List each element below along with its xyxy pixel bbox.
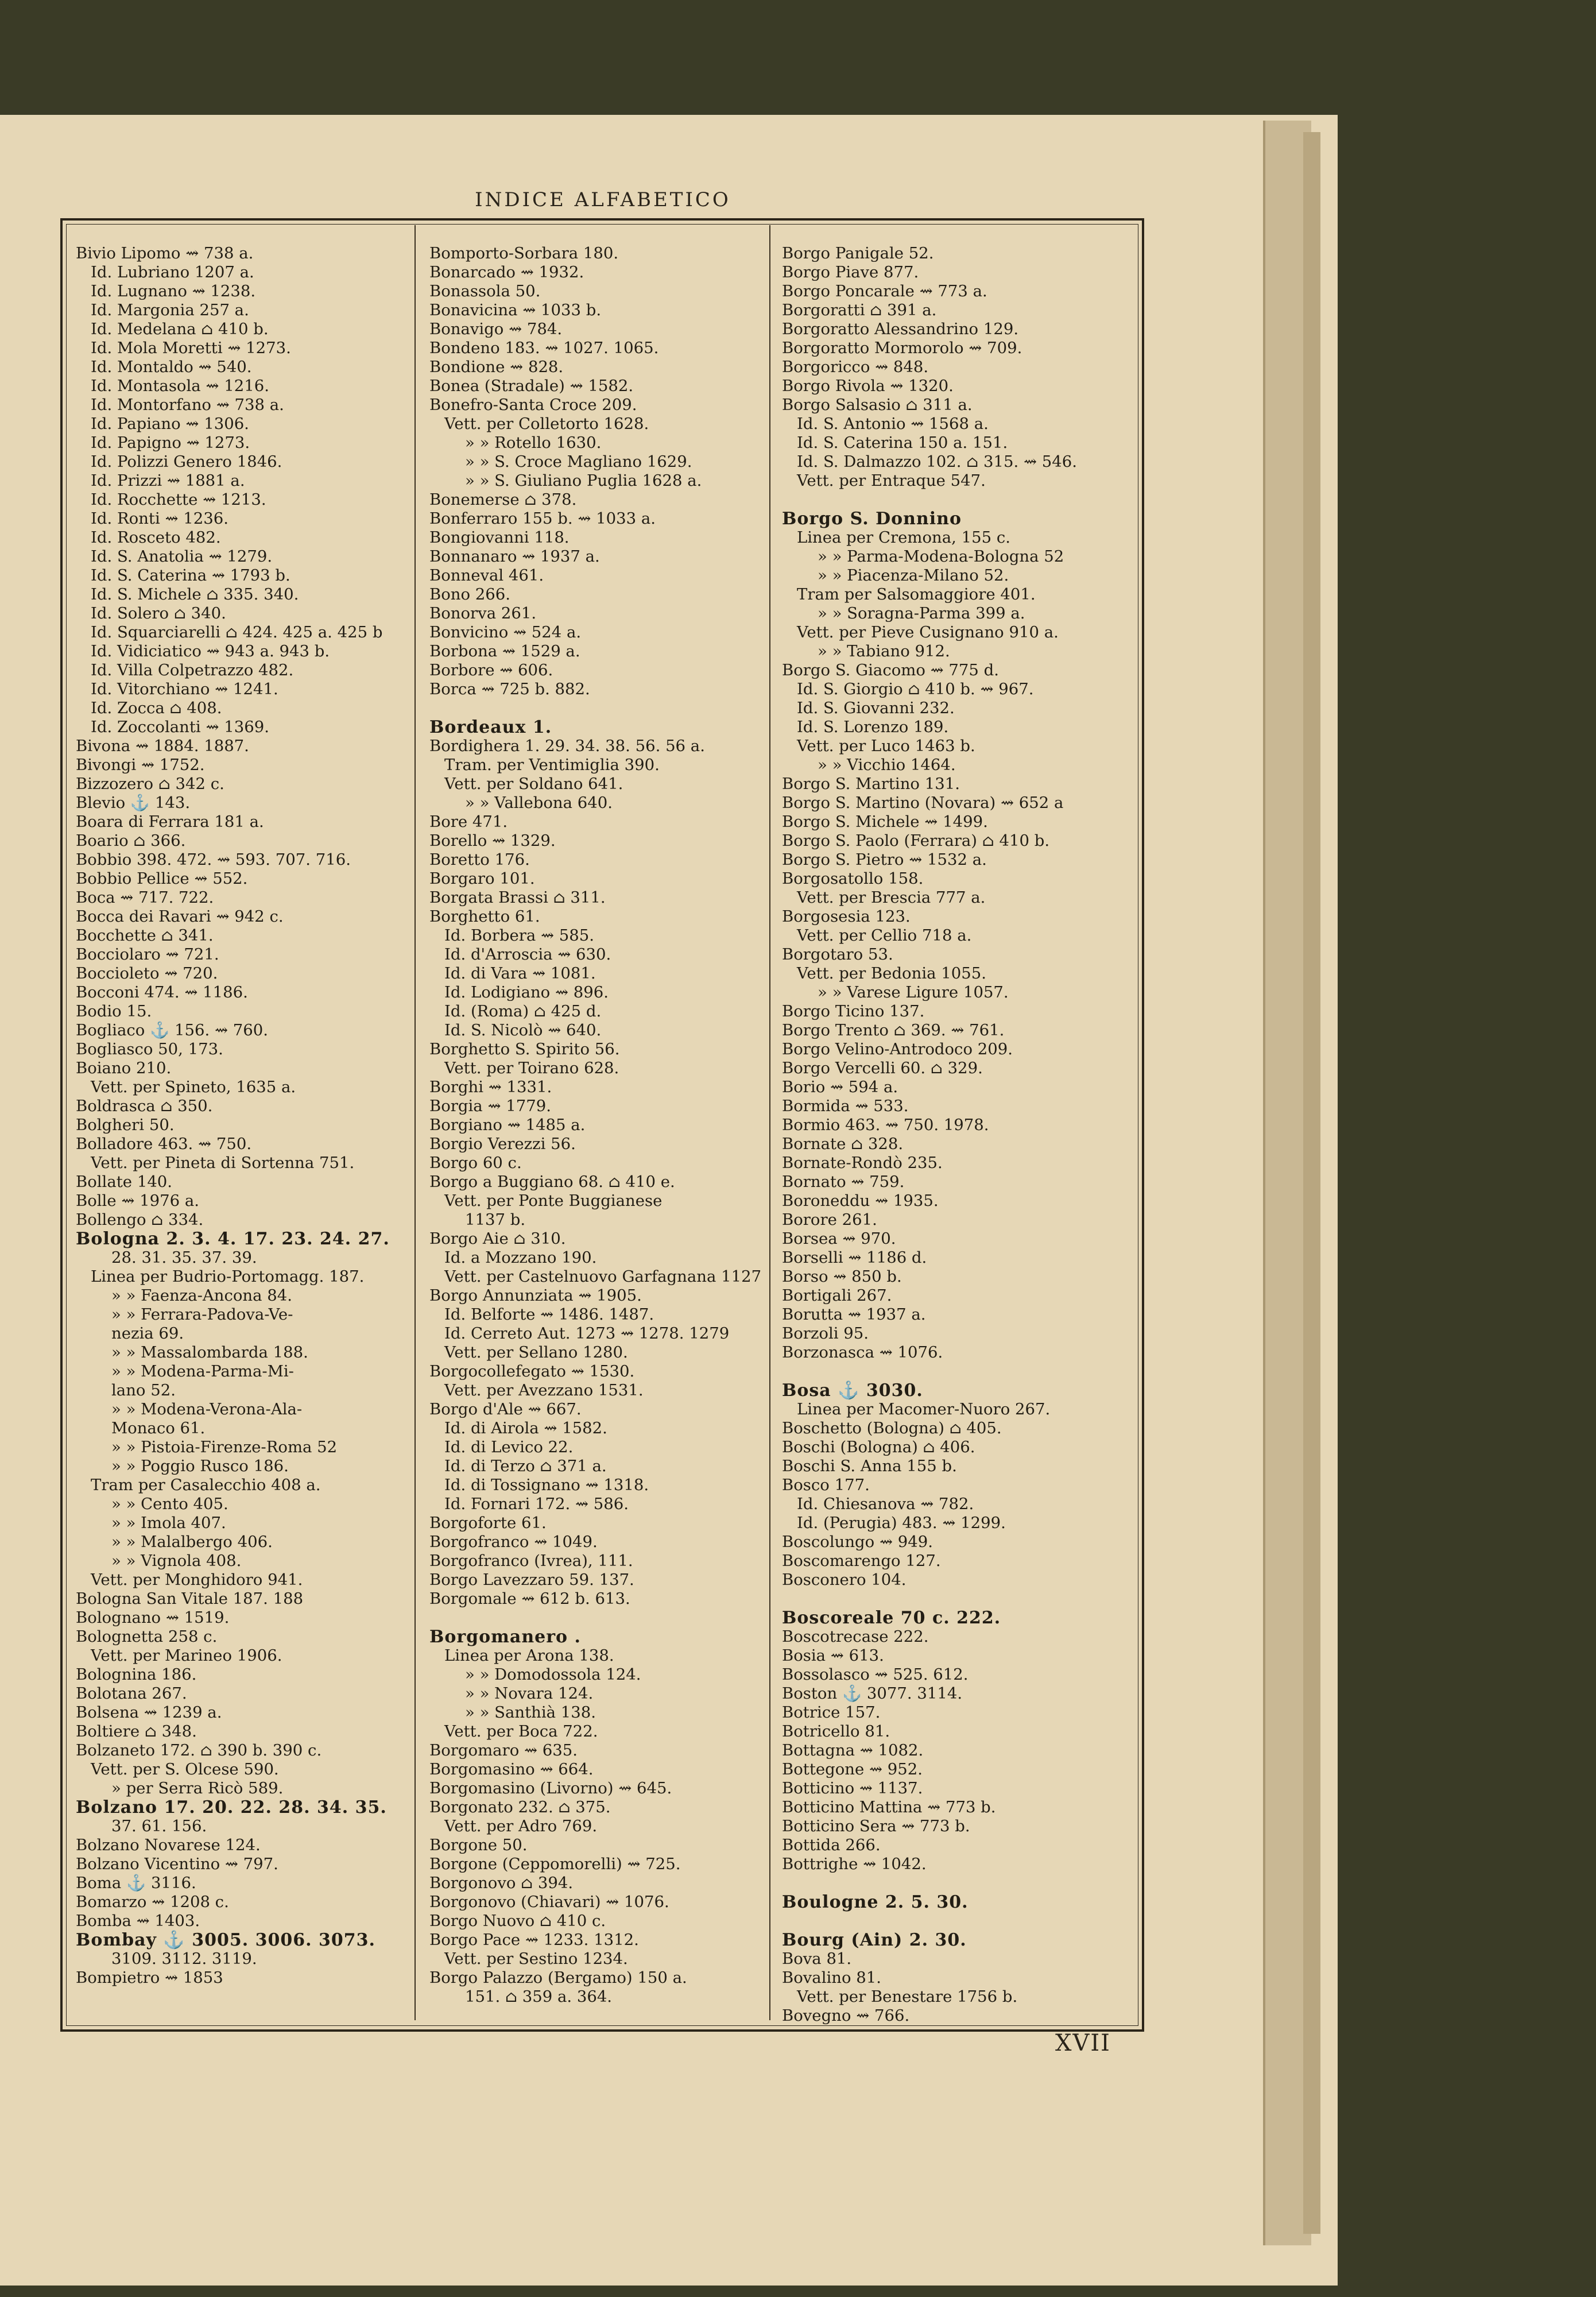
index-entry: Boltiere ⌂ 348. <box>76 1722 197 1741</box>
index-entry: Borgo a Buggiano 68. ⌂ 410 e. <box>429 1173 675 1191</box>
index-entry: Vett. per Benestare 1756 b. <box>797 1987 1018 2006</box>
index-entry: Bolgheri 50. <box>76 1116 175 1134</box>
index-entry: Borgia ⇝ 1779. <box>429 1097 551 1115</box>
index-entry: Id. Fornari 172. ⇝ 586. <box>444 1495 629 1513</box>
index-entry: Id. Montaldo ⇝ 540. <box>91 358 252 376</box>
index-entry: Vett. per Monghidoro 941. <box>91 1571 303 1589</box>
index-entry: Bolladore 463. ⇝ 750. <box>76 1135 252 1153</box>
index-entry: Borghi ⇝ 1331. <box>429 1078 552 1096</box>
index-entry: Boschi S. Anna 155 b. <box>782 1457 957 1475</box>
index-entry: » » Pistoia-Firenze-Roma 52 <box>111 1438 338 1456</box>
index-entry: Id. a Mozzano 190. <box>444 1248 597 1267</box>
index-entry: Id. Prizzi ⇝ 1881 a. <box>91 471 245 490</box>
page-header: INDICE ALFABETICO <box>475 188 731 211</box>
index-entry: Bogliasco 50, 173. <box>76 1040 223 1058</box>
index-entry: Vett. per Luco 1463 b. <box>797 737 975 755</box>
index-column-1 <box>76 244 415 1987</box>
index-entry: Borzoli 95. <box>782 1324 869 1343</box>
index-entry: » » Vicchio 1464. <box>818 756 956 774</box>
index-entry: Borgo Palazzo (Bergamo) 150 a. <box>429 1969 687 1987</box>
index-entry: Borgo S. Giacomo ⇝ 775 d. <box>782 661 1000 679</box>
index-entry: Bologna San Vitale 187. 188 <box>76 1590 304 1608</box>
index-entry <box>782 1912 1121 1931</box>
column-divider <box>415 225 416 2020</box>
index-entry: Id. Medelana ⌂ 410 b. <box>91 320 269 338</box>
index-entry: Boschetto (Bologna) ⌂ 405. <box>782 1419 1002 1437</box>
index-entry: Id. Zoccolanti ⇝ 1369. <box>91 718 269 736</box>
index-entry: Borgo Lavezzaro 59. 137. <box>429 1571 634 1589</box>
index-entry: Borzonasca ⇝ 1076. <box>782 1343 943 1362</box>
index-entry: Bivona ⇝ 1884. 1887. <box>76 737 249 755</box>
index-entry: Borgonato 232. ⌂ 375. <box>429 1798 611 1816</box>
index-entry: Bonefro-Santa Croce 209. <box>429 396 637 414</box>
index-entry: Borgomaro ⇝ 635. <box>429 1741 578 1760</box>
index-entry: Bocconi 474. ⇝ 1186. <box>76 983 248 1001</box>
index-entry: Id. Margonia 257 a. <box>91 301 249 319</box>
index-entry: Borgone (Ceppomorelli) ⇝ 725. <box>429 1855 681 1873</box>
index-entry: Id. S. Giorgio ⌂ 410 b. ⇝ 967. <box>797 680 1034 698</box>
index-entry: Vett. per Adro 769. <box>444 1817 598 1835</box>
index-entry: Vett. per Ponte Buggianese <box>444 1192 663 1210</box>
index-entry: Borgo Vercelli 60. ⌂ 329. <box>782 1059 983 1077</box>
index-entry: Borgomasino (Livorno) ⇝ 645. <box>429 1779 672 1797</box>
column-divider <box>769 225 770 2020</box>
index-entry: Boscotrecase 222. <box>782 1627 929 1646</box>
index-entry: Borgo Velino-Antrodoco 209. <box>782 1040 1013 1058</box>
index-entry: Vett. per Entraque 547. <box>797 471 986 490</box>
index-entry: Borgofranco ⇝ 1049. <box>429 1533 598 1551</box>
index-entry: Tram per Salsomaggiore 401. <box>797 585 1036 604</box>
index-entry: » » Imola 407. <box>111 1514 226 1532</box>
index-entry: Bottagna ⇝ 1082. <box>782 1741 924 1760</box>
index-entry: Bourg (Ain) 2. 30. <box>782 1930 967 1950</box>
index-entry: Vett. per Sellano 1280. <box>444 1343 628 1362</box>
index-entry: 3109. 3112. 3119. <box>111 1950 257 1968</box>
index-entry: Id. Vitorchiano ⇝ 1241. <box>91 680 278 698</box>
index-entry: Bivio Lipomo ⇝ 738 a. <box>76 244 254 262</box>
index-entry: Bonnanaro ⇝ 1937 a. <box>429 547 600 566</box>
index-entry: Bongiovanni 118. <box>429 528 570 547</box>
index-entry: Borgio Verezzi 56. <box>429 1135 576 1153</box>
index-entry: Boulogne 2. 5. 30. <box>782 1892 969 1912</box>
index-entry: Bombay ⚓ 3005. 3006. 3073. <box>76 1930 375 1950</box>
index-entry: Vett. per Avezzano 1531. <box>444 1381 644 1399</box>
index-entry: Borgo S. Paolo (Ferrara) ⌂ 410 b. <box>782 832 1050 850</box>
index-entry: Borore 261. <box>782 1211 877 1229</box>
index-entry: » » Piacenza-Milano 52. <box>818 566 1009 585</box>
index-entry: Bonea (Stradale) ⇝ 1582. <box>429 377 634 395</box>
index-entry: Id. di Airola ⇝ 1582. <box>444 1419 607 1437</box>
index-entry: Boiano 210. <box>76 1059 172 1077</box>
index-entry: Borso ⇝ 850 b. <box>782 1267 902 1286</box>
index-entry: Bovalino 81. <box>782 1969 882 1987</box>
index-entry: Bonarcado ⇝ 1932. <box>429 263 584 281</box>
index-entry <box>782 1590 1121 1608</box>
index-entry: Id. Chiesanova ⇝ 782. <box>797 1495 974 1513</box>
index-entry: Borgomanero . <box>429 1627 581 1647</box>
index-entry: Bollate 140. <box>76 1173 173 1191</box>
index-entry: Id. Rocchette ⇝ 1213. <box>91 490 266 509</box>
index-entry: Bomporto-Sorbara 180. <box>429 244 619 262</box>
index-entry: Borgofranco (Ivrea), 111. <box>429 1552 633 1570</box>
index-entry: Bobbio 398. 472. ⇝ 593. 707. 716. <box>76 850 351 869</box>
index-entry: Borgoforte 61. <box>429 1514 547 1532</box>
index-entry: Vett. per Boca 722. <box>444 1722 598 1741</box>
index-entry: Id. Belforte ⇝ 1486. 1487. <box>444 1305 654 1324</box>
index-entry: Boschi (Bologna) ⌂ 406. <box>782 1438 975 1456</box>
index-entry: Bonvicino ⇝ 524 a. <box>429 623 582 641</box>
index-entry: Id. Lugnano ⇝ 1238. <box>91 282 256 300</box>
index-entry: Id. S. Nicolò ⇝ 640. <box>444 1021 602 1039</box>
index-entry: Boldrasca ⌂ 350. <box>76 1097 213 1115</box>
index-entry: Borutta ⇝ 1937 a. <box>782 1305 926 1324</box>
index-entry: Id. Montorfano ⇝ 738 a. <box>91 396 284 414</box>
index-entry: Borbona ⇝ 1529 a. <box>429 642 580 660</box>
index-entry: » » Modena-Parma-Mi- <box>111 1362 294 1380</box>
index-entry: Bonneval 461. <box>429 566 544 585</box>
index-entry: Borgotaro 53. <box>782 945 893 964</box>
index-entry: Vett. per Bedonia 1055. <box>797 964 986 983</box>
index-entry: Bondione ⇝ 828. <box>429 358 564 376</box>
index-entry: » » Domodossola 124. <box>465 1665 641 1684</box>
index-entry: Borgoratti ⌂ 391 a. <box>782 301 937 319</box>
index-entry: Vett. per Cellio 718 a. <box>797 926 972 945</box>
index-entry: Bosa ⚓ 3030. <box>782 1380 923 1401</box>
index-entry: Id. S. Michele ⌂ 335. 340. <box>91 585 299 604</box>
index-entry: Borgo d'Ale ⇝ 667. <box>429 1400 582 1418</box>
page-number: XVII <box>1055 2030 1111 2056</box>
index-entry: Id. S. Lorenzo 189. <box>797 718 949 736</box>
index-entry: Id. di Levico 22. <box>444 1438 574 1456</box>
index-entry: Bossolasco ⇝ 525. 612. <box>782 1665 969 1684</box>
index-entry: 1137 b. <box>465 1211 526 1229</box>
index-entry: Bottida 266. <box>782 1836 881 1854</box>
index-entry: Id. di Terzo ⌂ 371 a. <box>444 1457 607 1475</box>
index-entry: Id. Polizzi Genero 1846. <box>91 453 282 471</box>
index-entry: Id. (Perugia) 483. ⇝ 1299. <box>797 1514 1006 1532</box>
index-entry: Bompietro ⇝ 1853 <box>76 1969 223 1987</box>
index-entry: Bonorva 261. <box>429 604 537 622</box>
index-entry: Id. Vidiciatico ⇝ 943 a. 943 b. <box>91 642 330 660</box>
index-entry: Borgo S. Donnino <box>782 509 962 529</box>
index-column-3 <box>782 244 1121 2025</box>
index-entry <box>782 490 1121 509</box>
index-entry: Id. S. Caterina 150 a. 151. <box>797 434 1008 452</box>
index-entry: Borselli ⇝ 1186 d. <box>782 1248 927 1267</box>
index-entry: Vett. per Marineo 1906. <box>91 1646 282 1665</box>
index-entry <box>429 699 768 718</box>
index-entry: Bolzano Vicentino ⇝ 797. <box>76 1855 278 1873</box>
index-entry: Id. Papigno ⇝ 1273. <box>91 434 250 452</box>
index-entry: Bolognina 186. <box>76 1665 197 1684</box>
index-entry: Bolzaneto 172. ⌂ 390 b. 390 c. <box>76 1741 322 1760</box>
index-entry: » » Vallebona 640. <box>465 794 613 812</box>
index-entry: Borgo Panigale 52. <box>782 244 934 262</box>
index-entry: Borgoratto Mormorolo ⇝ 709. <box>782 339 1022 357</box>
index-entry: » » Rotello 1630. <box>465 434 602 452</box>
index-entry: Bornate ⌂ 328. <box>782 1135 904 1153</box>
index-entry: Vett. per S. Olcese 590. <box>91 1760 279 1778</box>
index-entry: Borbore ⇝ 606. <box>429 661 553 679</box>
index-entry: Borgocollefegato ⇝ 1530. <box>429 1362 635 1380</box>
index-entry: Borgo Aie ⌂ 310. <box>429 1229 566 1248</box>
index-entry: Vett. per Brescia 777 a. <box>797 888 986 907</box>
index-entry: Id. Solero ⌂ 340. <box>91 604 226 622</box>
index-entry: Borio ⇝ 594 a. <box>782 1078 898 1096</box>
index-entry <box>429 1608 768 1627</box>
index-entry: Borgo Piave 877. <box>782 263 919 281</box>
index-entry: » » Poggio Rusco 186. <box>111 1457 289 1475</box>
index-entry: Bonavigo ⇝ 784. <box>429 320 563 338</box>
index-entry: Tram per Casalecchio 408 a. <box>91 1476 321 1494</box>
index-entry: Bottrighe ⇝ 1042. <box>782 1855 927 1873</box>
index-entry: Id. Lubriano 1207 a. <box>91 263 254 281</box>
index-entry: Bornato ⇝ 759. <box>782 1173 905 1191</box>
index-entry: Id. Ronti ⇝ 1236. <box>91 509 229 528</box>
index-entry: Bono 266. <box>429 585 511 604</box>
index-entry: Borgo Salsasio ⌂ 311 a. <box>782 396 973 414</box>
index-entry: Boscomarengo 127. <box>782 1552 941 1570</box>
index-entry: » » Massalombarda 188. <box>111 1343 308 1362</box>
index-entry: » » Vignola 408. <box>111 1552 242 1570</box>
index-entry: Id. (Roma) ⌂ 425 d. <box>444 1002 602 1020</box>
index-entry: Linea per Macomer-Nuoro 267. <box>797 1400 1051 1418</box>
index-entry: Bogliaco ⚓ 156. ⇝ 760. <box>76 1021 269 1039</box>
index-entry: » » Cento 405. <box>111 1495 228 1513</box>
index-entry: Borgoricco ⇝ 848. <box>782 358 929 376</box>
index-entry: Borgosesia 123. <box>782 907 911 926</box>
index-entry: Bottegone ⇝ 952. <box>782 1760 923 1778</box>
index-entry: » per Serra Ricò 589. <box>111 1779 284 1797</box>
index-column-2 <box>429 244 768 2006</box>
index-entry: lano 52. <box>111 1381 176 1399</box>
index-entry <box>782 1874 1121 1893</box>
index-entry: Bosconero 104. <box>782 1571 907 1589</box>
index-entry: Id. Cerreto Aut. 1273 ⇝ 1278. 1279 <box>444 1324 730 1343</box>
index-entry: Borghetto 61. <box>429 907 540 926</box>
index-entry: Vett. per Soldano 641. <box>444 775 623 793</box>
index-entry: Bornate-Rondò 235. <box>782 1154 943 1172</box>
index-entry: » » Tabiano 912. <box>818 642 950 660</box>
index-entry: Botrice 157. <box>782 1703 881 1722</box>
index-entry: Borello ⇝ 1329. <box>429 832 556 850</box>
index-entry: Id. d'Arroscia ⇝ 630. <box>444 945 611 964</box>
index-entry: » » Santhià 138. <box>465 1703 596 1722</box>
index-entry: Bormio 463. ⇝ 750. 1978. <box>782 1116 989 1134</box>
index-entry: Borgonovo ⌂ 394. <box>429 1874 574 1892</box>
index-entry: Bormida ⇝ 533. <box>782 1097 909 1115</box>
index-entry: Id. Papiano ⇝ 1306. <box>91 415 249 433</box>
index-entry: Bologna 2. 3. 4. 17. 23. 24. 27. <box>76 1229 390 1249</box>
index-entry: Borgone 50. <box>429 1836 528 1854</box>
index-entry: Boario ⌂ 366. <box>76 832 186 850</box>
index-entry: Bonassola 50. <box>429 282 541 300</box>
index-entry: Bocciolaro ⇝ 721. <box>76 945 219 964</box>
index-entry: Borgo Annunziata ⇝ 1905. <box>429 1286 642 1305</box>
index-entry: Monaco 61. <box>111 1419 206 1437</box>
index-entry: Bonavicina ⇝ 1033 b. <box>429 301 602 319</box>
index-entry: Vett. per Sestino 1234. <box>444 1950 628 1968</box>
index-entry: Bolotana 267. <box>76 1684 187 1703</box>
index-entry: Bobbio Pellice ⇝ 552. <box>76 869 248 888</box>
index-entry: Borghetto S. Spirito 56. <box>429 1040 620 1058</box>
index-entry: Id. Squarciarelli ⌂ 424. 425 a. 425 b <box>91 623 383 641</box>
index-entry: Tram. per Ventimiglia 390. <box>444 756 660 774</box>
index-entry: Borgo Poncarale ⇝ 773 a. <box>782 282 987 300</box>
index-entry: Vett. per Pieve Cusignano 910 a. <box>797 623 1059 641</box>
index-entry: Vett. per Colletorto 1628. <box>444 415 649 433</box>
index-entry: Borgo 60 c. <box>429 1154 522 1172</box>
index-entry: » » Novara 124. <box>465 1684 594 1703</box>
index-entry: Botticino Sera ⇝ 773 b. <box>782 1817 970 1835</box>
index-entry: Bolognano ⇝ 1519. <box>76 1608 230 1627</box>
index-entry: Id. Rosceto 482. <box>91 528 221 547</box>
index-entry: » » Ferrara-Padova-Ve- <box>111 1305 293 1324</box>
index-entry: Bomba ⇝ 1403. <box>76 1912 200 1930</box>
index-entry: Boca ⇝ 717. 722. <box>76 888 214 907</box>
index-entry: Id. Lodigiano ⇝ 896. <box>444 983 609 1001</box>
index-entry: Id. S. Giovanni 232. <box>797 699 955 717</box>
index-entry: Bovegno ⇝ 766. <box>782 2006 910 2025</box>
index-entry: 151. ⌂ 359 a. 364. <box>465 1987 613 2006</box>
index-entry: Boscolungo ⇝ 949. <box>782 1533 933 1551</box>
index-entry: Bova 81. <box>782 1950 852 1968</box>
index-entry: Borsea ⇝ 970. <box>782 1229 896 1248</box>
index-entry: Id. Borbera ⇝ 585. <box>444 926 595 945</box>
index-entry: Linea per Arona 138. <box>444 1646 614 1665</box>
index-entry: Boston ⚓ 3077. 3114. <box>782 1684 963 1703</box>
index-entry: Borgosatollo 158. <box>782 869 924 888</box>
index-entry: » » Parma-Modena-Bologna 52 <box>818 547 1064 566</box>
index-entry: Bosco 177. <box>782 1476 870 1494</box>
index-entry: Id. S. Anatolia ⇝ 1279. <box>91 547 273 566</box>
index-entry: 28. 31. 35. 37. 39. <box>111 1248 257 1267</box>
index-entry: Bonemerse ⌂ 378. <box>429 490 577 509</box>
index-entry: Borgo Nuovo ⌂ 410 c. <box>429 1912 606 1930</box>
index-entry: Borgo Pace ⇝ 1233. 1312. <box>429 1931 639 1949</box>
index-entry: Id. S. Caterina ⇝ 1793 b. <box>91 566 290 585</box>
index-entry: Borgo S. Martino (Novara) ⇝ 652 a <box>782 794 1064 812</box>
index-entry: » » Malalbergo 406. <box>111 1533 273 1551</box>
index-entry: Bollengo ⌂ 334. <box>76 1211 204 1229</box>
index-entry: Bonferraro 155 b. ⇝ 1033 a. <box>429 509 656 528</box>
index-entry: Id. Montasola ⇝ 1216. <box>91 377 269 395</box>
index-entry: Id. Mola Moretti ⇝ 1273. <box>91 339 291 357</box>
index-entry: Linea per Budrio-Portomagg. 187. <box>91 1267 365 1286</box>
index-entry: Id. S. Antonio ⇝ 1568 a. <box>797 415 989 433</box>
index-entry: Bolzano 17. 20. 22. 28. 34. 35. <box>76 1797 387 1818</box>
index-entry: Id. S. Dalmazzo 102. ⌂ 315. ⇝ 546. <box>797 453 1077 471</box>
index-entry: Borgomale ⇝ 612 b. 613. <box>429 1590 630 1608</box>
index-entry: » » S. Giuliano Puglia 1628 a. <box>465 471 702 490</box>
index-entry: Bolzano Novarese 124. <box>76 1836 261 1854</box>
index-entry: Linea per Cremona, 155 c. <box>797 528 1011 547</box>
index-entry: Id. di Vara ⇝ 1081. <box>444 964 596 983</box>
index-entry: Id. Zocca ⌂ 408. <box>91 699 222 717</box>
index-entry: Borgata Brassi ⌂ 311. <box>429 888 606 907</box>
index-entry <box>782 1362 1121 1381</box>
index-entry: Botticino ⇝ 1137. <box>782 1779 923 1797</box>
index-entry: Boma ⚓ 3116. <box>76 1874 196 1892</box>
index-entry: Bocca dei Ravari ⇝ 942 c. <box>76 907 284 926</box>
index-entry: Boretto 176. <box>429 850 530 869</box>
index-entry: Id. Villa Colpetrazzo 482. <box>91 661 294 679</box>
index-entry: Blevio ⚓ 143. <box>76 794 191 812</box>
index-entry: Bordeaux 1. <box>429 717 552 737</box>
index-entry: Bolsena ⇝ 1239 a. <box>76 1703 222 1722</box>
index-entry: Bolognetta 258 c. <box>76 1627 218 1646</box>
index-entry: Bivongi ⇝ 1752. <box>76 756 205 774</box>
index-entry: Borgo Trento ⌂ 369. ⇝ 761. <box>782 1021 1005 1039</box>
index-entry: Id. di Tossignano ⇝ 1318. <box>444 1476 649 1494</box>
index-entry: Borgo S. Martino 131. <box>782 775 960 793</box>
page-edge-shadow <box>1303 132 1320 2234</box>
index-entry: Boscoreale 70 c. 222. <box>782 1608 1001 1628</box>
index-entry: Borgiano ⇝ 1485 a. <box>429 1116 586 1134</box>
index-entry: Vett. per Castelnuovo Garfagnana 1127 <box>444 1267 762 1286</box>
index-entry: Borgomasino ⇝ 664. <box>429 1760 594 1778</box>
index-entry: nezia 69. <box>111 1324 184 1343</box>
index-entry: Borgonovo (Chiavari) ⇝ 1076. <box>429 1893 669 1911</box>
index-entry: Borgoratto Alessandrino 129. <box>782 320 1019 338</box>
index-entry: Botticino Mattina ⇝ 773 b. <box>782 1798 996 1816</box>
index-entry: Borgo Ticino 137. <box>782 1002 925 1020</box>
index-entry: Borgaro 101. <box>429 869 535 888</box>
index-entry: » » Varese Ligure 1057. <box>818 983 1009 1001</box>
index-entry: 37. 61. 156. <box>111 1817 207 1835</box>
index-entry: Bore 471. <box>429 813 508 831</box>
index-entry: » » Faenza-Ancona 84. <box>111 1286 293 1305</box>
index-entry: Borca ⇝ 725 b. 882. <box>429 680 590 698</box>
index-entry: Vett. per Pineta di Sortenna 751. <box>91 1154 355 1172</box>
index-entry: Boccioleto ⇝ 720. <box>76 964 218 983</box>
index-entry: » » Modena-Verona-Ala- <box>111 1400 303 1418</box>
index-entry: Bordighera 1. 29. 34. 38. 56. 56 a. <box>429 737 705 755</box>
index-entry: Boroneddu ⇝ 1935. <box>782 1192 939 1210</box>
index-entry: Bolle ⇝ 1976 a. <box>76 1192 200 1210</box>
index-entry: Bosia ⇝ 613. <box>782 1646 884 1665</box>
index-entry: Borgo S. Michele ⇝ 1499. <box>782 813 988 831</box>
index-entry: Bortigali 267. <box>782 1286 892 1305</box>
index-entry: Bomarzo ⇝ 1208 c. <box>76 1893 229 1911</box>
index-entry: Bizzozero ⌂ 342 c. <box>76 775 224 793</box>
index-entry: Bodio 15. <box>76 1002 152 1020</box>
index-entry: Bondeno 183. ⇝ 1027. 1065. <box>429 339 659 357</box>
index-entry: Bocchette ⌂ 341. <box>76 926 214 945</box>
index-entry: Vett. per Toirano 628. <box>444 1059 619 1077</box>
index-entry: Botricello 81. <box>782 1722 890 1741</box>
index-entry: » » S. Croce Magliano 1629. <box>465 453 692 471</box>
index-entry: Borgo Rivola ⇝ 1320. <box>782 377 954 395</box>
index-entry: Borgo S. Pietro ⇝ 1532 a. <box>782 850 987 869</box>
index-entry: » » Soragna-Parma 399 a. <box>818 604 1025 622</box>
index-entry: Vett. per Spineto, 1635 a. <box>91 1078 296 1096</box>
index-entry: Boara di Ferrara 181 a. <box>76 813 264 831</box>
